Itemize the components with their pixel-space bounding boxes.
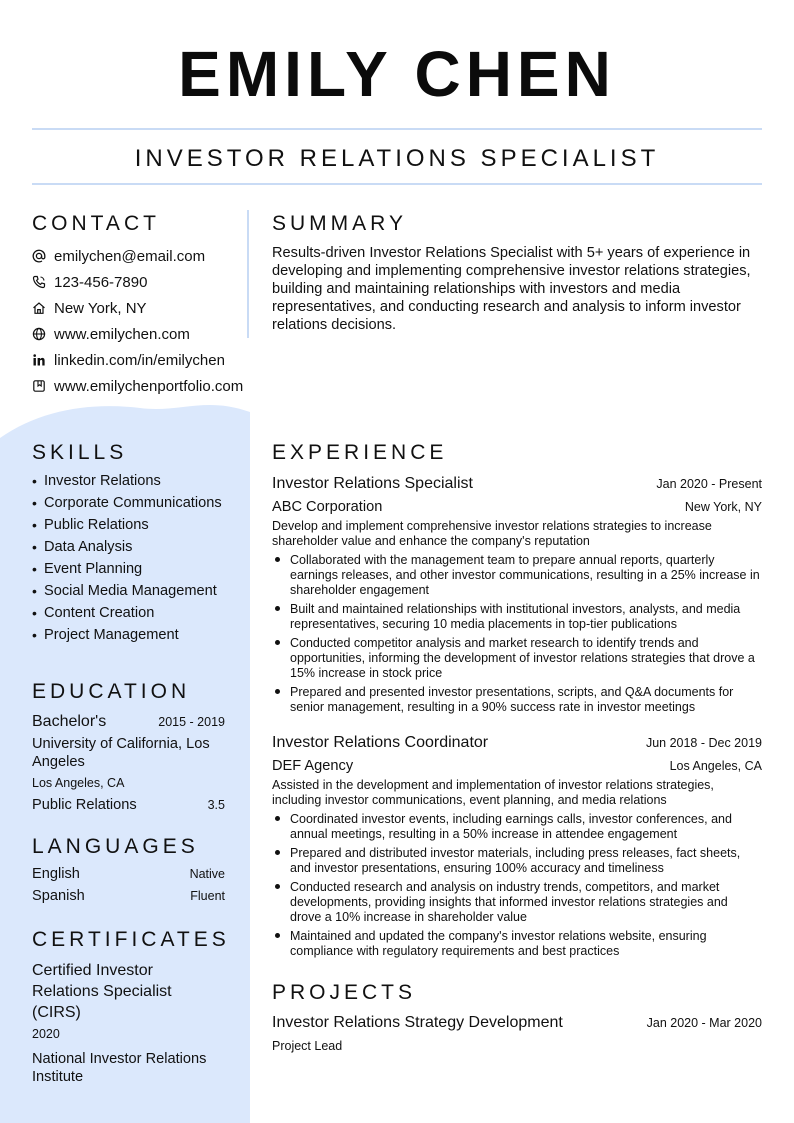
list-item: Prepared and presented investor presentations, scripts, and Q&A documents for senior management, resulting in a 90% success rate in investor meetings <box>272 685 762 715</box>
languages-list <box>32 866 225 910</box>
bullet-icon: • <box>32 539 37 555</box>
home-icon <box>32 301 46 315</box>
education-degree: Bachelor's <box>32 713 107 730</box>
list-item: Built and maintained relationships with institutional investors, analysts, and media representatives, securing 10 media placements in top-tier publications <box>272 602 762 632</box>
list-item: Conducted research and analysis on industry trends, competitors, and market developments, providing insights that informed investor relations strategies and drove a 10% increase in shareholder value <box>272 880 762 925</box>
skills-heading: SKILLS <box>32 441 128 464</box>
experience-entry <box>272 473 762 719</box>
skill-item: • Event Planning <box>32 561 143 577</box>
education-school: University of California, Los Angeles <box>32 736 210 770</box>
languages-heading: LANGUAGES <box>32 835 199 858</box>
job-company: ABC Corporation <box>272 499 383 515</box>
project-role: Project Lead <box>272 1039 343 1053</box>
certificates-heading: CERTIFICATES <box>32 928 230 951</box>
list-item: Prepared and distributed investor materials, including press releases, fact sheets, and investor presentations, ensuring 100% accuracy and timeliness <box>272 846 762 876</box>
contact-linkedin[interactable] <box>32 347 262 373</box>
experience-heading: EXPERIENCE <box>272 441 448 464</box>
project-dates: Jan 2020 - Mar 2020 <box>646 1016 762 1030</box>
candidate-title: INVESTOR RELATIONS SPECIALIST <box>134 145 660 172</box>
bullet-icon: • <box>32 473 37 489</box>
contact-email-text: emilychen@email.com <box>54 247 206 265</box>
experience-entry <box>272 732 762 963</box>
bullet-icon <box>272 553 290 598</box>
contact-location <box>32 295 262 321</box>
list-item: Coordinated investor events, including earnings calls, investor conferences, and annual meetings, resulting in a 50% increase in attendee engagement <box>272 812 762 842</box>
language-item: English Native <box>32 866 225 882</box>
contact-location-text: New York, NY <box>54 299 147 317</box>
education-location: Los Angeles, CA <box>32 776 125 790</box>
list-item: Maintained and updated the company's investor relations website, ensuring compliance with regulatory requirements and best practices <box>272 929 762 959</box>
bullet-icon <box>272 880 290 925</box>
job-role: Investor Relations Specialist <box>272 475 473 492</box>
bullet-icon <box>272 636 290 681</box>
contact-phone[interactable] <box>32 269 262 295</box>
portfolio-icon <box>32 379 46 393</box>
bullet-icon <box>272 846 290 876</box>
certificate-name: Certified Investor Relations Specialist (CIRS) <box>32 962 172 1021</box>
bullet-icon: • <box>32 561 37 577</box>
globe-icon <box>32 327 46 341</box>
skills-list <box>32 472 232 648</box>
candidate-name: EMILY CHEN <box>178 38 616 110</box>
contact-portfolio-text: www.emilychenportfolio.com <box>54 377 244 395</box>
header-rule-top <box>32 128 762 130</box>
skill-item: • Investor Relations <box>32 473 161 489</box>
certificate-name: National Investor Relations Institute <box>32 1051 207 1085</box>
contact-website[interactable] <box>32 321 262 347</box>
list-item: Conducted competitor analysis and market research to identify trends and opportunities, informing the development of investor relations strategies that drove a 15% increase in stock price <box>272 636 762 681</box>
skill-item: • Corporate Communications <box>32 495 222 511</box>
bullet-icon <box>272 812 290 842</box>
job-bullets <box>272 812 762 959</box>
job-dates: Jan 2020 - Present <box>656 477 762 491</box>
skill-item: • Data Analysis <box>32 539 133 555</box>
list-item: Collaborated with the management team to prepare annual reports, quarterly earnings releases, and other investor communications, resulting in a 25% increase in shareholder engagement <box>272 553 762 598</box>
education-entry <box>32 711 225 815</box>
contact-heading: CONTACT <box>32 212 160 235</box>
job-description: Develop and implement comprehensive investor relations strategies to increase shareholder value and enhance the company's reputation <box>272 519 712 548</box>
bullet-icon: • <box>32 517 37 533</box>
contact-list <box>32 243 262 399</box>
language-item: Spanish Fluent <box>32 888 225 904</box>
education-heading: EDUCATION <box>32 680 191 703</box>
job-bullets <box>272 553 762 715</box>
at-icon <box>32 249 46 263</box>
job-description: Assisted in the development and implementation of investor relations strategies, including investor communications, event planning, and media relations <box>272 778 714 807</box>
bullet-icon: • <box>32 605 37 621</box>
education-gpa: 3.5 <box>207 798 225 812</box>
skill-item: • Content Creation <box>32 605 155 621</box>
certificate-year: 2020 <box>32 1027 60 1041</box>
project-name: Investor Relations Strategy Development <box>272 1014 563 1031</box>
project-entry <box>272 1012 762 1054</box>
skill-item: • Public Relations <box>32 517 149 533</box>
contact-website-text: www.emilychen.com <box>54 325 190 343</box>
bullet-icon <box>272 602 290 632</box>
skill-item: • Project Management <box>32 627 179 643</box>
bullet-icon <box>272 929 290 959</box>
bullet-icon: • <box>32 583 37 599</box>
certificates-list <box>32 960 222 1086</box>
skill-item: • Social Media Management <box>32 583 217 599</box>
contact-email[interactable] <box>32 243 262 269</box>
education-field: Public Relations <box>32 797 137 813</box>
job-company: DEF Agency <box>272 758 354 774</box>
linkedin-icon <box>32 353 46 367</box>
job-location: Los Angeles, CA <box>669 759 762 773</box>
bullet-icon: • <box>32 627 37 643</box>
bullet-icon: • <box>32 495 37 511</box>
bullet-icon <box>272 685 290 715</box>
job-role: Investor Relations Coordinator <box>272 734 489 751</box>
job-dates: Jun 2018 - Dec 2019 <box>645 736 762 750</box>
job-location: New York, NY <box>684 500 762 514</box>
summary-heading: SUMMARY <box>272 212 407 235</box>
projects-heading: PROJECTS <box>272 981 417 1004</box>
contact-portfolio[interactable] <box>32 373 262 399</box>
contact-phone-text: 123-456-7890 <box>54 273 148 291</box>
header-rule-bottom <box>32 183 762 185</box>
contact-linkedin-text: linkedin.com/in/emilychen <box>54 351 225 369</box>
education-dates: 2015 - 2019 <box>158 715 225 729</box>
phone-icon <box>32 275 46 289</box>
summary-text: Results-driven Investor Relations Specialist with 5+ years of experience in developing and implementing comprehensive investor relations strategies, building and maintaining relationships with investors and media representatives, and conducting research and analysis to inform investor relations decisions. <box>272 245 751 333</box>
